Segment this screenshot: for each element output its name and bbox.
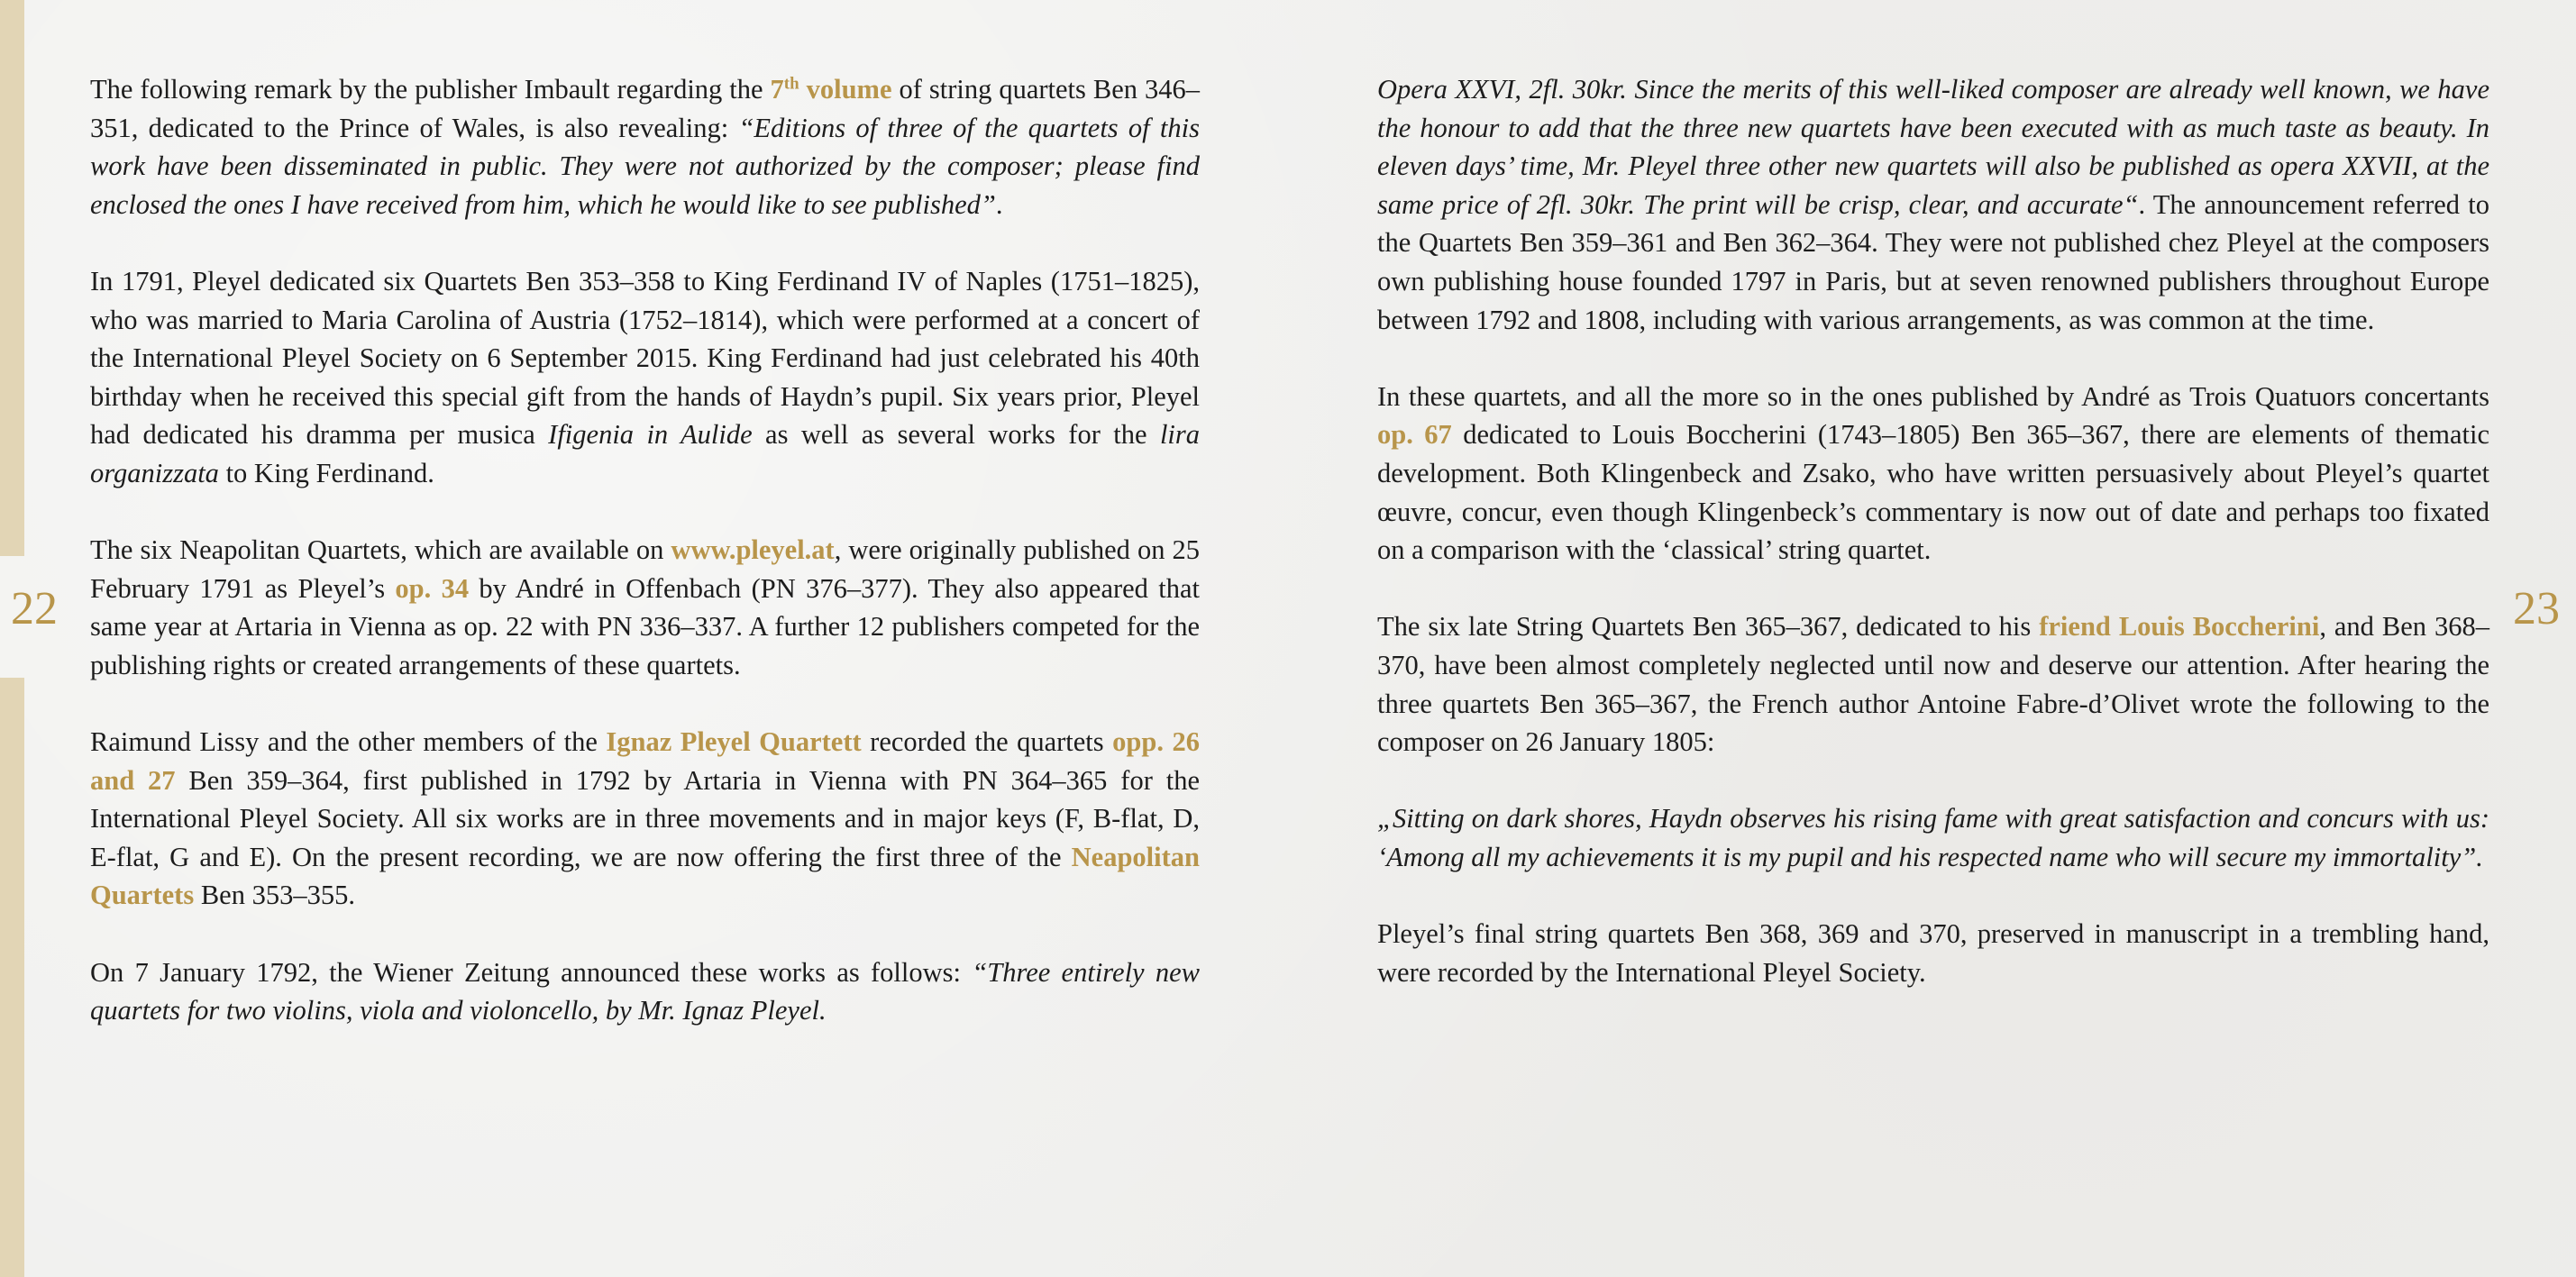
- text-segment: The six late String Quartets Ben 365–367, dedicated to his: [1377, 611, 2040, 643]
- paragraph: [90, 723, 1200, 915]
- highlighted-reference: 7: [770, 74, 784, 105]
- highlighted-reference: Ignaz Pleyel Quartett: [606, 726, 862, 758]
- text-segment: .: [995, 188, 1003, 220]
- paragraph: [1377, 378, 2489, 570]
- text-segment: Pleyel’s final string quartets Ben 368, 369 and 370, preserved in manuscript in a trembling hand, were recorded by the International Pleyel Society.: [1377, 918, 2489, 988]
- left-page-text-column: [90, 70, 1200, 1068]
- highlighted-reference: th: [783, 74, 799, 94]
- text-segment: dedicated to Louis Boccherini (1743–1805) Ben 365–367, there are elements of thematic development. Both Klingenbeck and Zsako, who have written persuasively about Pleyel’s quartet œuvre, concur, even though Klingenbeck’s commentary is now out of date and perhaps too fixated on a comparison with the ‘classical’ string quartet.: [1377, 419, 2489, 566]
- page-number-left: 22: [11, 583, 58, 634]
- paragraph: [1377, 915, 2489, 991]
- paragraph: [90, 953, 1200, 1030]
- highlighted-reference: op. 34: [395, 572, 470, 604]
- text-segment: The following remark by the publisher Imbault regarding the: [90, 74, 771, 105]
- italic-text: Opera XXVI, 2fl. 30kr. Since the merits of this well-liked composer are already well known, we have the honour to add that the three new quartets have been executed with as much taste as beauty. In eleven days’ time, Mr. Pleyel three other new quartets will also be published as opera XXVII, at the same price of 2fl. 30kr. The print will be crisp, clear, and accurate“: [1377, 74, 2489, 220]
- decorative-margin-bar-top: [0, 0, 24, 556]
- text-segment: , were originally published on 25 February 1791 as Pleyel’s: [90, 534, 1200, 604]
- italic-text: „Sitting on dark shores, Haydn observes his rising fame with great satisfaction and concurs with us: ‘Among all my achievements it is my pupil and his respected name who will secure my immortality”.: [1377, 803, 2489, 872]
- page-number-right: 23: [2513, 583, 2560, 634]
- text-segment: , and Ben 368–370, have been almost completely neglected until now and deserve our attention. After hearing the three quartets Ben 365–367, the French author Antoine Fabre-d’Olivet wrote the following to the composer on 26 January 1805:: [1377, 611, 2489, 758]
- right-page-text-column: [1377, 70, 2489, 1030]
- highlighted-reference: Neapolitan Quartets: [90, 841, 1200, 911]
- paragraph: [1377, 607, 2489, 761]
- paragraph: [1377, 70, 2489, 339]
- highlighted-reference: opp. 26 and 27: [90, 726, 1200, 796]
- paragraph: [90, 531, 1200, 684]
- highlighted-reference: op. 67: [1377, 419, 1452, 451]
- text-segment: of string quartets Ben 346–351, dedicated to the Prince of Wales, is also revealing:: [90, 74, 1200, 143]
- text-segment: In these quartets, and all the more so in the ones published by André as Trois Quatuors concertants: [1377, 380, 2489, 412]
- text-segment: to King Ferdinand.: [218, 457, 434, 488]
- text-segment: Ben 353–355.: [194, 880, 355, 911]
- italic-text: “Editions of three of the quartets of this work have been disseminated in public. They were not authorized by the composer; please find enclosed the ones I have received from him, which he would like to see published”: [90, 112, 1200, 220]
- text-segment: recorded the quartets: [861, 726, 1113, 758]
- text-segment: as well as several works for the: [752, 419, 1160, 451]
- highlighted-reference: volume: [799, 74, 892, 105]
- paragraph: [90, 262, 1200, 493]
- italic-text: lira organizzata: [90, 419, 1201, 488]
- text-segment: Raimund Lissy and the other members of the: [90, 726, 607, 758]
- highlighted-reference: www.pleyel.at: [671, 534, 835, 566]
- highlighted-reference: friend Louis Boccherini: [2039, 611, 2320, 643]
- text-segment: On 7 January 1792, the Wiener Zeitung announced these works as follows:: [90, 956, 973, 988]
- paragraph: [90, 70, 1200, 223]
- text-segment: In 1791, Pleyel dedicated six Quartets Ben 353–358 to King Ferdinand IV of Naples (1751–1825), who was married to Maria Carolina of Austria (1752–1814), which were performed at a concert of the International Pleyel Society on 6 September 2015. King Ferdinand had just celebrated his 40th birthday when he received this special gift from the hands of Haydn’s pupil. Six years prior, Pleyel had dedicated his dramma per musica: [90, 265, 1200, 451]
- text-segment: Ben 359–364, first published in 1792 by Artaria in Vienna with PN 364–365 for the International Pleyel Society. All six works are in three movements and in major keys (F, B-flat, D, E-flat, G and E). On the present recording, we are now offering the first three of the: [90, 764, 1200, 872]
- italic-text: “Three entirely new quartets for two violins, viola and violoncello, by Mr. Ignaz Pleyel.: [90, 956, 1200, 1026]
- paragraph: [1377, 799, 2489, 876]
- decorative-margin-bar-bottom: [0, 678, 24, 1277]
- text-segment: . The announcement referred to the Quartets Ben 359–361 and Ben 362–364. They were not published chez Pleyel at the composers own publishing house founded 1797 in Paris, but at seven renowned publishers throughout Europe between 1792 and 1808, including with various arrangements, as was common at the time.: [1377, 188, 2489, 335]
- italic-text: Ifigenia in Aulide: [548, 419, 753, 451]
- text-segment: by André in Offenbach (PN 376–377). They also appeared that same year at Artaria in Vienna as op. 22 with PN 336–337. A further 12 publishers competed for the publishing rights or created arrangements of these quartets.: [90, 572, 1200, 680]
- text-segment: The six Neapolitan Quartets, which are available on: [90, 534, 671, 566]
